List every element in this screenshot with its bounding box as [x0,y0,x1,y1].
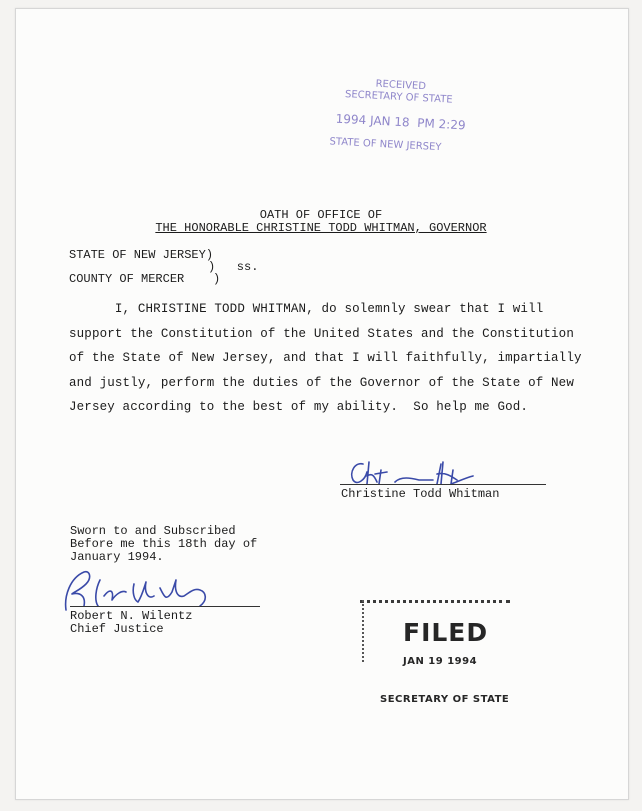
heading-line1: OATH OF OFFICE OF [259,208,383,222]
venue-state: STATE OF NEW JERSEY) [69,248,214,262]
jurat-line2: Before me this 18th day of [70,537,258,551]
governor-signature-line [340,484,546,485]
venue-county: COUNTY OF MERCER ) [69,272,221,286]
oath-line: and justly, perform the duties of the Governor of the State of New [69,375,574,390]
venue-ss: ) ss. [208,260,259,274]
filed-stamp [360,596,560,716]
filed-office: SECRETARY OF STATE [380,694,510,705]
governor-signature-image [345,458,495,490]
filed-stamp-border-left [362,600,364,662]
filed-label: FILED [403,618,489,647]
oath-line: I, CHRISTINE TODD WHITMAN, do solemnly swear that I will [69,302,544,316]
received-stamp-line4: STATE OF NEW JERSEY [329,136,442,154]
filed-date: JAN 19 1994 [403,656,478,667]
filed-stamp-border-top [360,600,510,603]
oath-line: support the Constitution of the United States and the Constitution [69,326,574,341]
received-stamp-line2: SECRETARY OF STATE [344,89,453,106]
oath-line: Jersey according to the best of my ability. So help me God. [69,400,529,414]
heading-line2: THE HONORABLE CHRISTINE TODD WHITMAN, GOVERNOR [155,221,487,235]
received-stamp-line1: RECEIVED [375,78,427,93]
oath-text [69,297,582,420]
justice-signature-line [70,606,260,607]
oath-line: of the State of New Jersey, and that I will faithfully, impartially [69,351,582,365]
jurat-line1: Sworn to and Subscribed [70,524,236,538]
received-stamp [322,76,478,194]
governor-name: Christine Todd Whitman [341,487,500,501]
jurat-line3: January 1994. [70,550,164,564]
received-stamp-date: 1994 JAN 18 PM 2:29 [335,111,466,133]
justice-name: Robert N. Wilentz [70,609,193,623]
justice-title: Chief Justice [70,622,164,636]
